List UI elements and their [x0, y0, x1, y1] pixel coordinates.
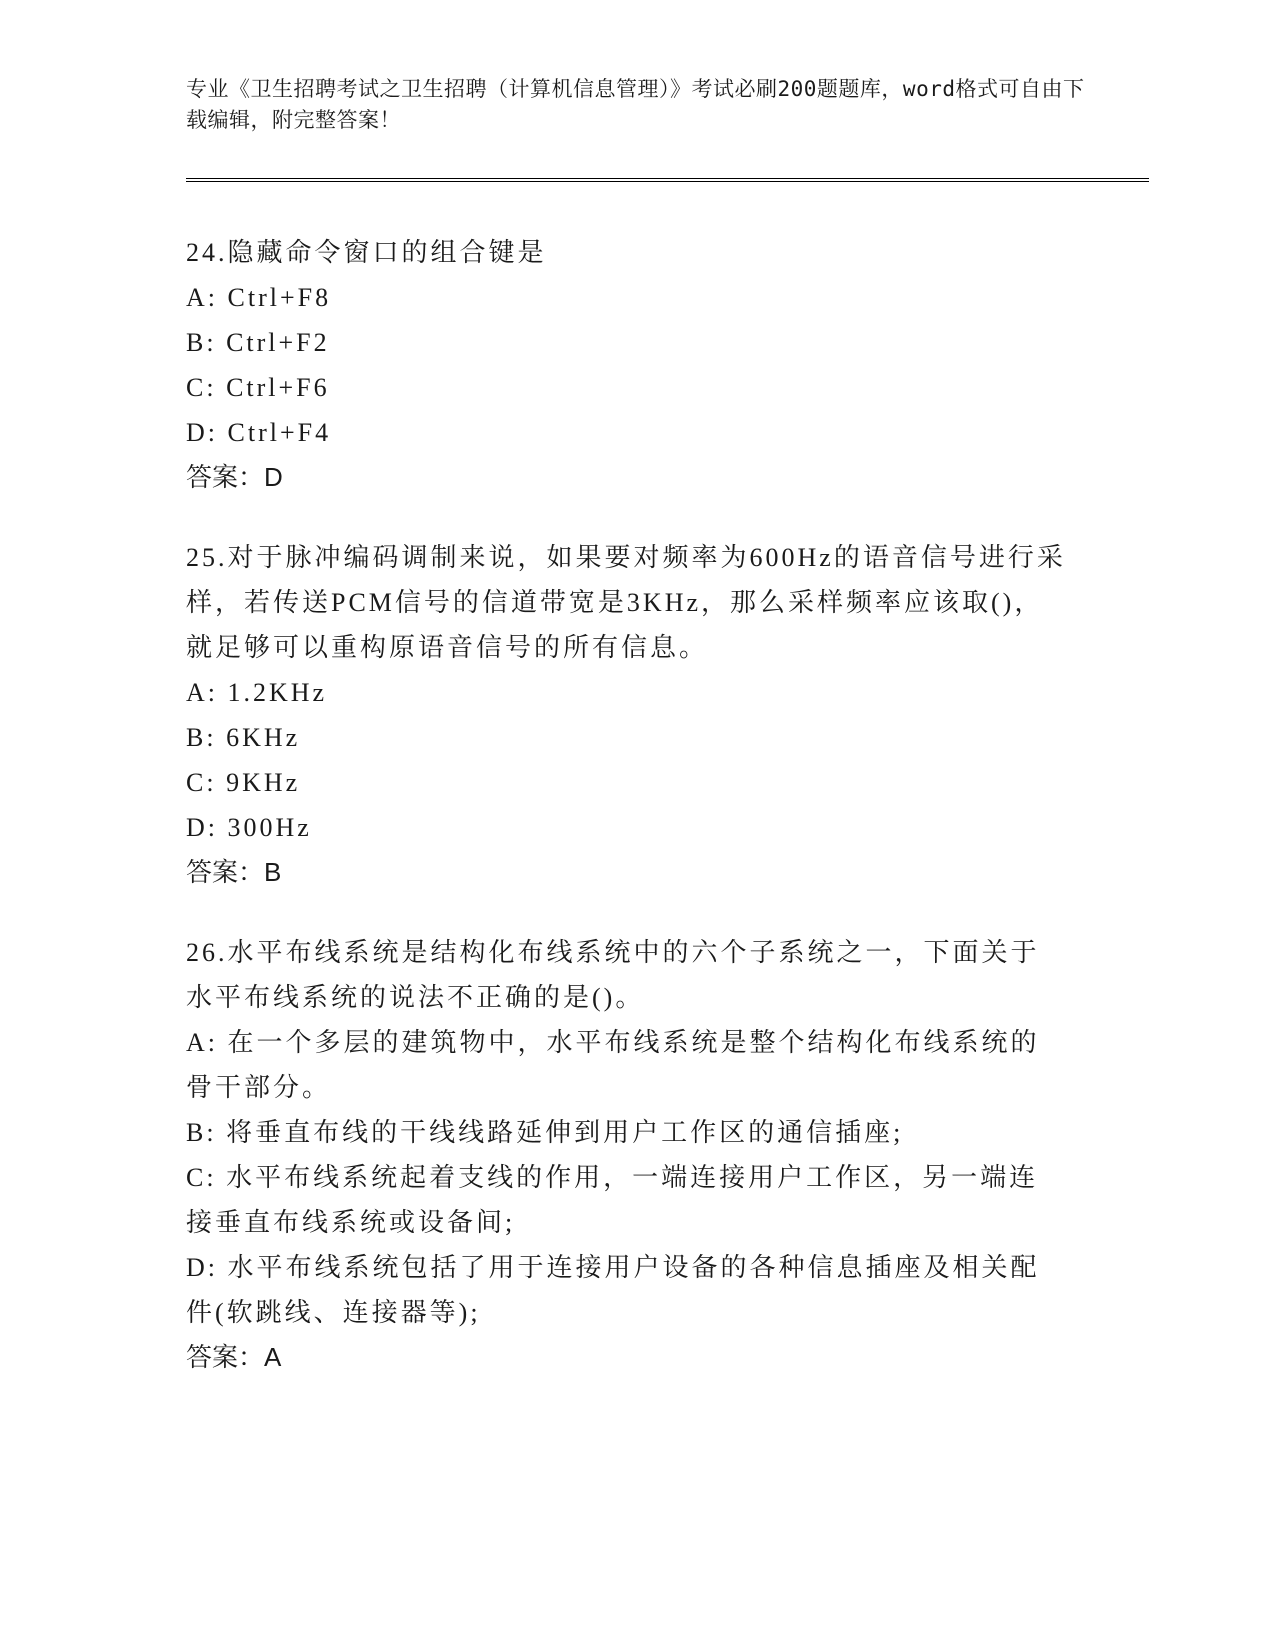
option-a: A: Ctrl+F8 — [186, 283, 332, 312]
question-26 — [186, 930, 1066, 1380]
question-text: 24.隐藏命令窗口的组合键是 — [186, 238, 547, 267]
answer: 答案：B — [186, 857, 282, 887]
option-b: B: 6KHz — [186, 723, 301, 752]
option-a: A: 1.2KHz — [186, 678, 328, 707]
question-text: 26.水平布线系统是结构化布线系统中的六个子系统之一，下面关于水平布线系统的说法不正确的是()。 — [186, 938, 1040, 1012]
option-c: C: 9KHz — [186, 768, 301, 797]
header-divider — [186, 178, 1149, 182]
answer: 答案：A — [186, 1342, 282, 1372]
question-list — [186, 230, 1066, 1415]
option-d: D: 水平布线系统包括了用于连接用户设备的各种信息插座及相关配件(软跳线、连接器等); — [186, 1253, 1040, 1327]
option-d: D: Ctrl+F4 — [186, 418, 332, 447]
answer: 答案：D — [186, 462, 283, 492]
option-b: B: Ctrl+F2 — [186, 328, 330, 357]
option-a: A: 在一个多层的建筑物中，水平布线系统是整个结构化布线系统的骨干部分。 — [186, 1028, 1040, 1102]
question-text: 25.对于脉冲编码调制来说，如果要对频率为600Hz的语音信号进行采样，若传送PCM信号的信道带宽是3KHz，那么采样频率应该取()，就足够可以重构原语音信号的所有信息。 — [186, 543, 1066, 662]
question-25 — [186, 535, 1066, 895]
question-24 — [186, 230, 1066, 500]
document-header: 专业《卫生招聘考试之卫生招聘（计算机信息管理）》考试必刷200题题库，word格式可自由下载编辑，附完整答案！ — [186, 77, 1085, 132]
option-c: C: Ctrl+F6 — [186, 373, 330, 402]
option-d: D: 300Hz — [186, 813, 312, 842]
option-c: C: 水平布线系统起着支线的作用，一端连接用户工作区，另一端连接垂直布线系统或设备间; — [186, 1163, 1039, 1237]
option-b: B: 将垂直布线的干线线路延伸到用户工作区的通信插座; — [186, 1118, 904, 1147]
